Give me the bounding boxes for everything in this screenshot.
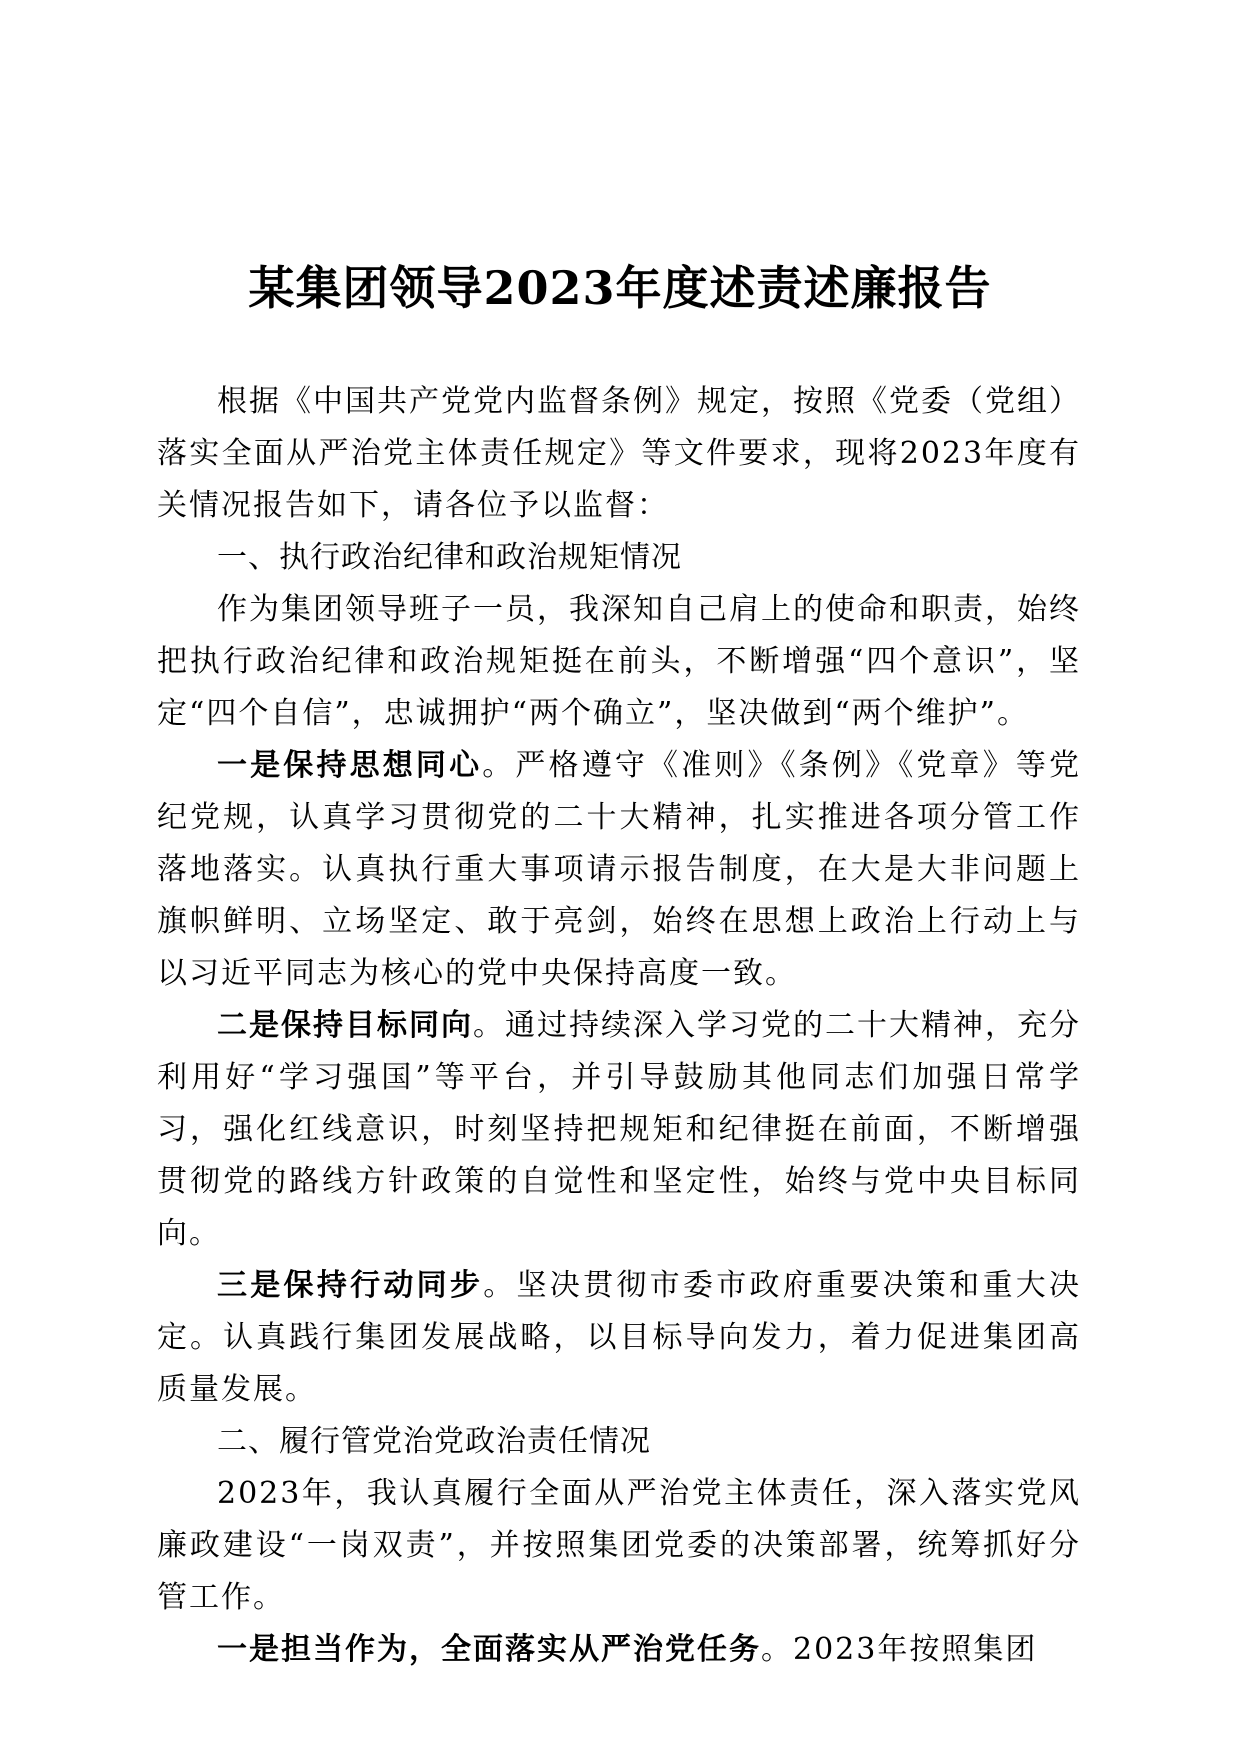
item-lead: 二是保持目标同向 xyxy=(217,1008,473,1043)
item-lead: 一是保持思想同心 xyxy=(217,748,483,783)
section-1-item-1 xyxy=(157,740,1081,1000)
section-1-item-3 xyxy=(157,1260,1081,1416)
section-1-heading: 一、执行政治纪律和政治规矩情况 xyxy=(217,540,682,575)
item-lead: 一是担当作为，全面落实从严治党任务 xyxy=(217,1632,761,1667)
document-title: 某集团领导2023年度述责述廉报告 xyxy=(248,261,992,315)
item-text: 。2023年按照集团 xyxy=(761,1632,1038,1667)
section-1-paragraph: 作为集团领导班子一员，我深知自己肩上的使命和职责，始终把执行政治纪律和政治规矩挺在前头，不断增强“四个意识”，坚定“四个自信”，忠诚拥护“两个确立”，坚决做到“两个维护”。 xyxy=(157,592,1081,731)
item-text: 。严格遵守《准则》《条例》《党章》等党纪党规，认真学习贯彻党的二十大精神，扎实推进各项分管工作落地落实。认真执行重大事项请示报告制度，在大是大非问题上旗帜鲜明、立场坚定、敢于亮剑，始终在思想上政治上行动上与以习近平同志为核心的党中央保持高度一致。 xyxy=(157,748,1082,991)
section-2-item-1 xyxy=(157,1624,1081,1676)
item-text: 。通过持续深入学习党的二十大精神，充分利用好“学习强国”等平台，并引导鼓励其他同志们加强日常学习，强化红线意识，时刻坚持把规矩和纪律挺在前面，不断增强贯彻党的路线方针政策的自觉性和坚定性，始终与党中央目标同向。 xyxy=(157,1008,1081,1251)
section-2-heading: 二、履行管党治党政治责任情况 xyxy=(217,1424,651,1459)
document-body xyxy=(157,376,1081,1676)
intro-paragraph: 根据《中国共产党党内监督条例》规定，按照《党委（党组）落实全面从严治党主体责任规定》等文件要求，现将2023年度有关情况报告如下，请各位予以监督： xyxy=(157,384,1081,523)
item-lead: 三是保持行动同步 xyxy=(217,1268,484,1303)
section-1-item-2 xyxy=(157,1000,1081,1260)
section-2-paragraph: 2023年，我认真履行全面从严治党主体责任，深入落实党风廉政建设“一岗双责”，并按照集团党委的决策部署，统筹抓好分管工作。 xyxy=(157,1476,1081,1615)
item-text: 。坚决贯彻市委市政府重要决策和重大决定。认真践行集团发展战略，以目标导向发力，着力促进集团高质量发展。 xyxy=(157,1268,1082,1407)
